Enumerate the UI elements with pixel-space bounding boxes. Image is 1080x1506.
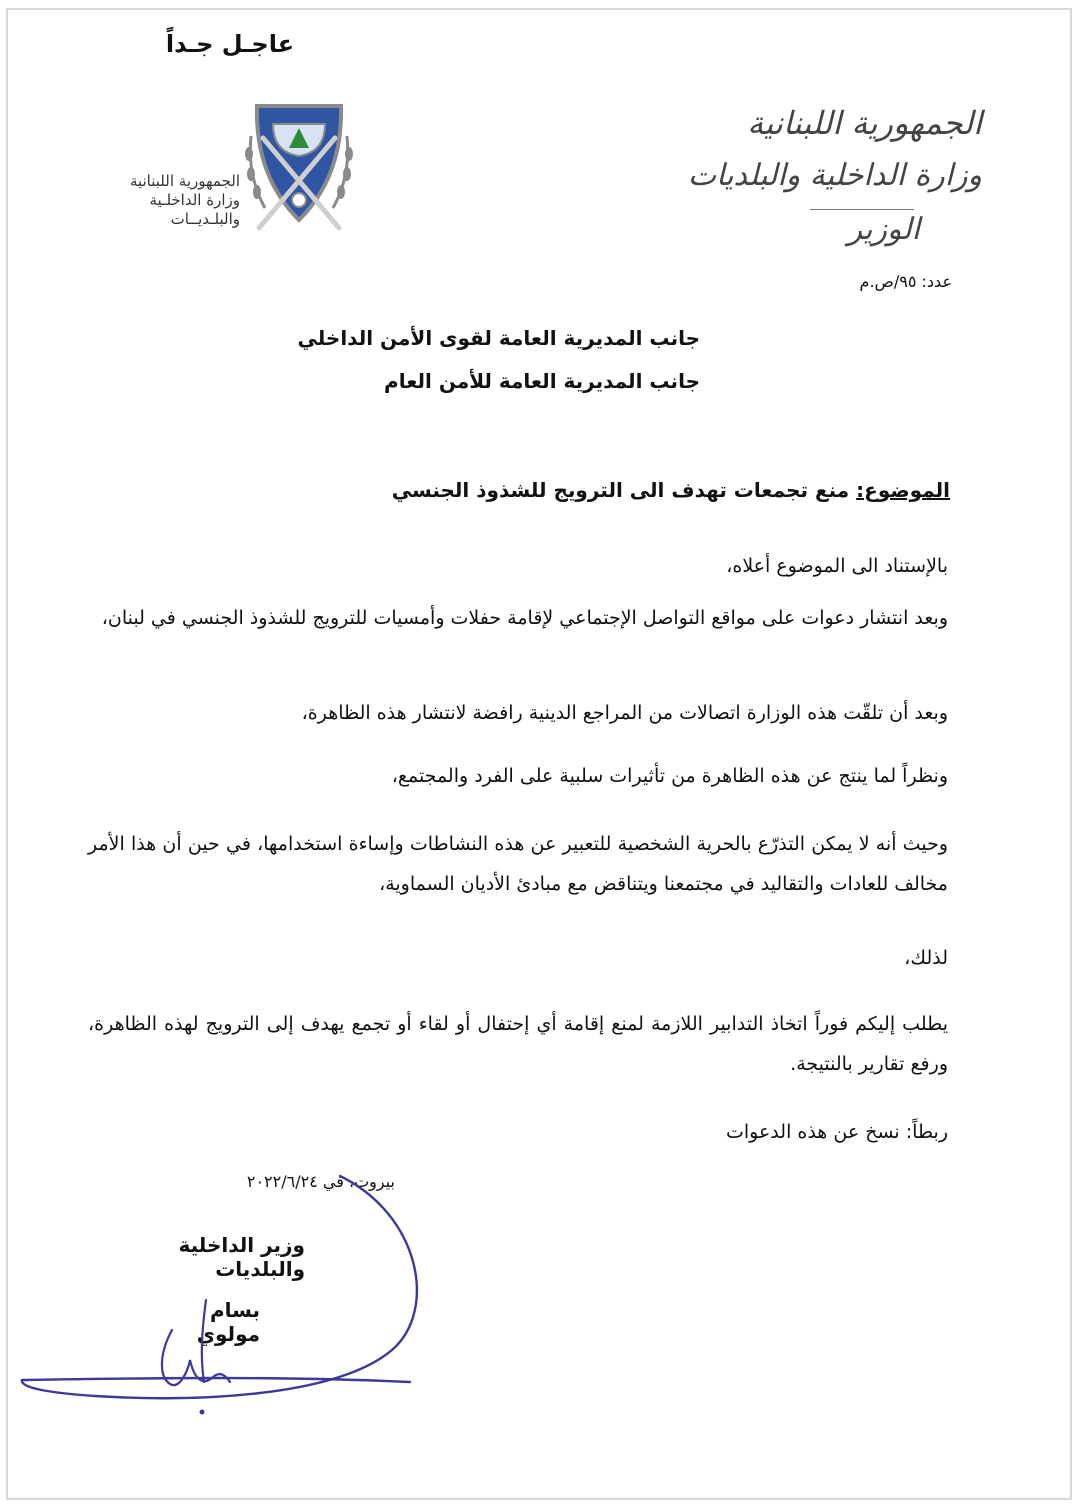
emblem-caption-line: والبلـديــات	[170, 210, 240, 228]
attachment-note: ربطاً: نسخ عن هذه الدعوات	[725, 1121, 948, 1143]
body-paragraph: ونظراً لما ينتج عن هذه الظاهرة من تأثيرات سلبية على الفرد والمجتمع،	[391, 765, 948, 787]
urgent-label: عاجـل جـداً	[165, 30, 295, 58]
signatory-name: بسام مولوي	[196, 1298, 260, 1346]
header-republic: الجمهورية اللبنانية	[747, 104, 982, 142]
subject-text: منع تجمعات تهدف الى الترويج للشذوذ الجنسي	[391, 478, 857, 502]
signatory-title: وزير الداخلية والبلديات	[178, 1233, 305, 1281]
emblem-caption	[90, 172, 240, 229]
body-paragraph: يطلب إليكم فوراً اتخاذ التدابير اللازمة لمنع إقامة أي إحتفال أو لقاء أو تجمع يهدف إلى الترويج لهذه الظاهرة، ورفع تقارير بالنتيجة.	[88, 1013, 948, 1075]
body-paragraph: وبعد انتشار دعوات على مواقع التواصل الإجتماعي لإقامة حفلات وأمسيات للترويج للشذوذ الجنسي في لبنان،	[101, 607, 948, 629]
subject-label: الموضوع:	[856, 478, 950, 502]
addressee-general-security: جانب المديرية العامة للأمن العام	[384, 369, 700, 393]
header-ministry: وزارة الداخلية والبلديات	[687, 158, 982, 193]
body-paragraph: وحيث أنه لا يمكن التذرّع بالحرية الشخصية للتعبير عن هذه النشاطات وإساءة استخدامها، في حين أن هذا الأمر مخالف للعادات والتقاليد في مجتمعنا ويتناقض مع مبادئ الأديان السماوية،	[88, 833, 948, 895]
body-paragraph: لذلك،	[904, 947, 948, 969]
city-date: بيروت، في ٢٠٢٢/٦/٢٤	[246, 1172, 395, 1191]
reference-number: عدد: ٩٥/ص.م	[859, 272, 952, 291]
body-paragraph: بالإستناد الى الموضوع أعلاه،	[726, 555, 948, 577]
emblem-caption-line: الجمهورية اللبنانية	[129, 172, 240, 190]
header-divider	[810, 209, 914, 210]
ministry-emblem-icon	[243, 96, 355, 236]
emblem-caption-line: وزارة الداخلـية	[149, 191, 240, 209]
addressee-isf: جانب المديرية العامة لقوى الأمن الداخلي	[297, 326, 700, 350]
header-minister: الوزير	[847, 212, 920, 247]
body-paragraph: وبعد أن تلقّت هذه الوزارة اتصالات من المراجع الدينية رافضة لانتشار هذه الظاهرة،	[301, 702, 948, 724]
subject-line	[250, 478, 950, 502]
